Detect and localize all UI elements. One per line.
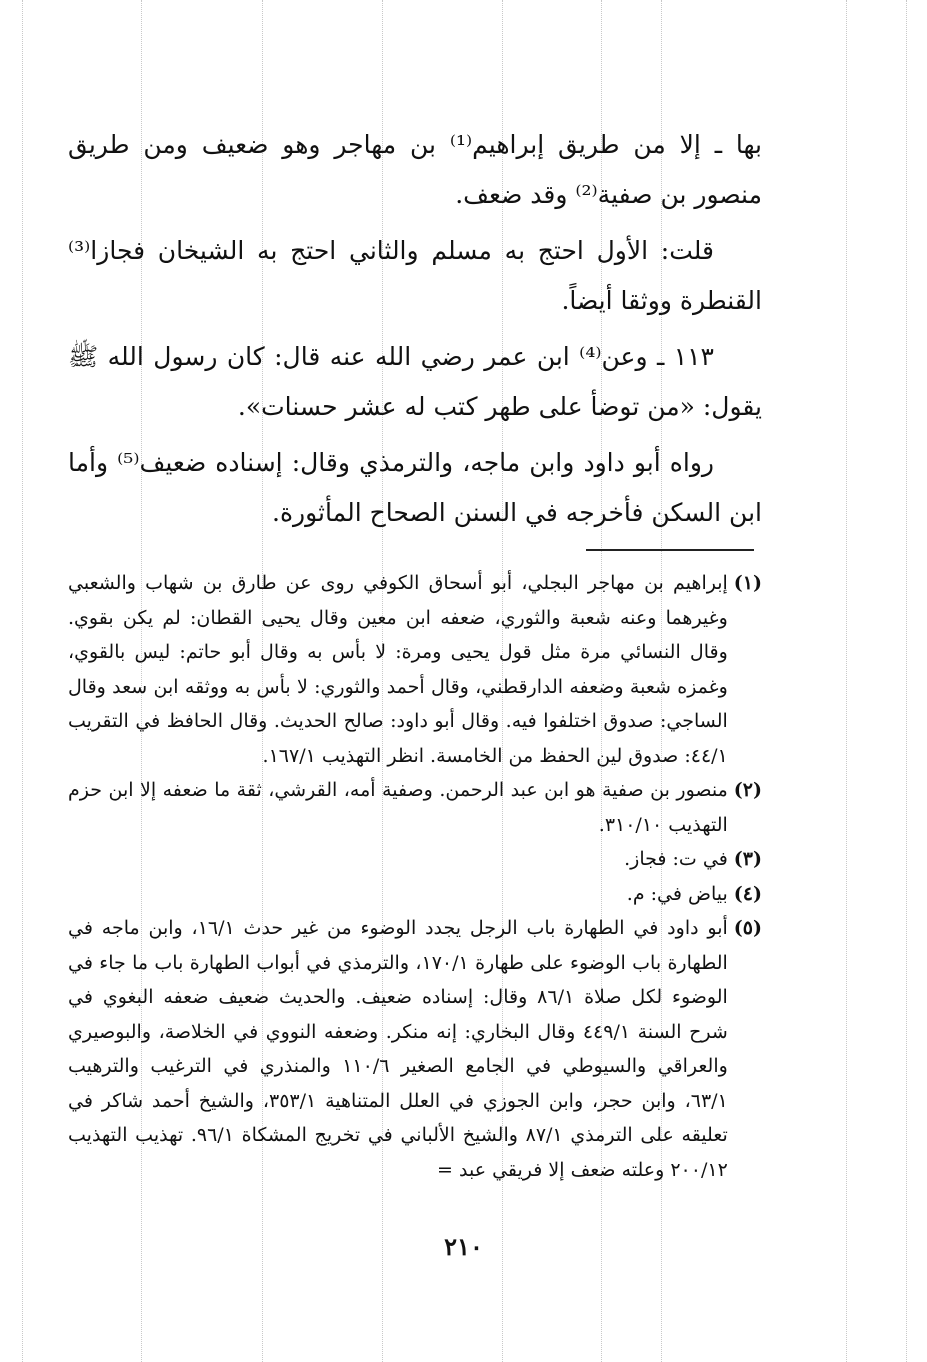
footnote-text: إبراهيم بن مهاجر البجلي، أبو أسحاق الكوفي روى عن طارق بن شهاب والشعبي وغيرهما وعنه شعبة والثوري، ضعفه ابن معين وقال يحيى القطان: لم يكن بقوي. وقال النسائي مرة مثل قول يحيى ومرة: لا بأس به وقال أبو حاتم: ليس بالقوي، وغمزه شعبة وضعفه الدارقطني، وقال أحمد والثوري: لا بأس به ووثقه ابن سعد وقال الساجي: صدوق اختلفوا فيه. وقال أبو داود: صالح الحديث. وقال الحافظ في التقريب ٤٤/١: صدوق لين الحفظ من الخامسة. انظر التهذيب ١٦٧/١. [68, 572, 728, 767]
page-number: ٢١٠ [444, 1232, 483, 1261]
footnote-1 [68, 566, 762, 773]
footnote-number: (٣) [733, 848, 762, 870]
scan-guide-line [22, 0, 23, 1362]
paragraph-2: قلت: الأول احتج به مسلم والثاني احتج به الشيخان فجازا⁽³⁾ القنطرة ووثقا أيضاً. [68, 236, 762, 315]
footnote-text: منصور بن صفية هو ابن عبد الرحمن. وصفية أمه، القرشي، ثقة ما ضعفه إلا ابن حزم التهذيب ٣١٠/١٠. [68, 779, 728, 836]
footnote-5 [68, 911, 762, 1187]
footnotes [68, 566, 762, 1187]
footnote-text: في ت: فجاز. [624, 848, 728, 870]
footnote-2 [68, 773, 762, 842]
footnote-4 [68, 877, 762, 912]
footnote-number: (٤) [733, 882, 762, 905]
paragraph-4: رواه أبو داود وابن ماجه، والترمذي وقال: إسناده ضعيف⁽⁵⁾ وأما ابن السكن فأخرجه في السنن الصحاح المأثورة. [68, 448, 762, 527]
footnote-text: بياض في: م. [626, 882, 728, 905]
hadith-113: ١١٣ ـ وعن⁽⁴⁾ ابن عمر رضي الله عنه قال: كان رسول الله ﷺ يقول: «من توضأ على طهر كتب له عشر حسنات». [68, 342, 762, 421]
paragraph-1: بها ـ إلا من طريق إبراهيم⁽¹⁾ بن مهاجر وهو ضعيف ومن طريق منصور بن صفية⁽²⁾ وقد ضعف. [68, 130, 763, 209]
footnote-number: (٢) [733, 779, 762, 801]
main-text [68, 120, 762, 544]
scan-guide-line [906, 0, 907, 1362]
footnote-number: (١) [733, 572, 762, 594]
footnote-separator [586, 549, 754, 551]
scan-guide-line [846, 0, 847, 1362]
footnote-3 [68, 842, 762, 877]
footnote-text: أبو داود في الطهارة باب الرجل يجدد الوضوء من غير حدث ١٦/١، وابن ماجه في الطهارة باب الوضوء على طهارة ١٧٠/١، والترمذي في أبواب الطهارة باب ما جاء في الوضوء لكل صلاة ٨٦/١ وقال: إسناده ضعيف. والحديث ضعيف ضعفه البغوي في شرح السنة ٤٤٩/١ وقال البخاري: إنه منكر. وضعفه النووي في الخلاصة، والبوصيري والعراقي والسيوطي في الجامع الصغير ١١٠/٦ والمنذري في الترغيب والترهيب ٦٣/١، وابن حجر، وابن الجوزي في العلل المتناهية ٣٥٣/١، والشيخ أحمد شاكر في تعليقه على الترمذي ٨٧/١ والشيخ الألباني في تخريج المشكاة ٩٦/١. تهذيب التهذيب ٢٠٠/١٢ وعلته ضعف إلا فريقي عبد = [68, 917, 728, 1181]
footnote-number: (٥) [733, 917, 762, 939]
